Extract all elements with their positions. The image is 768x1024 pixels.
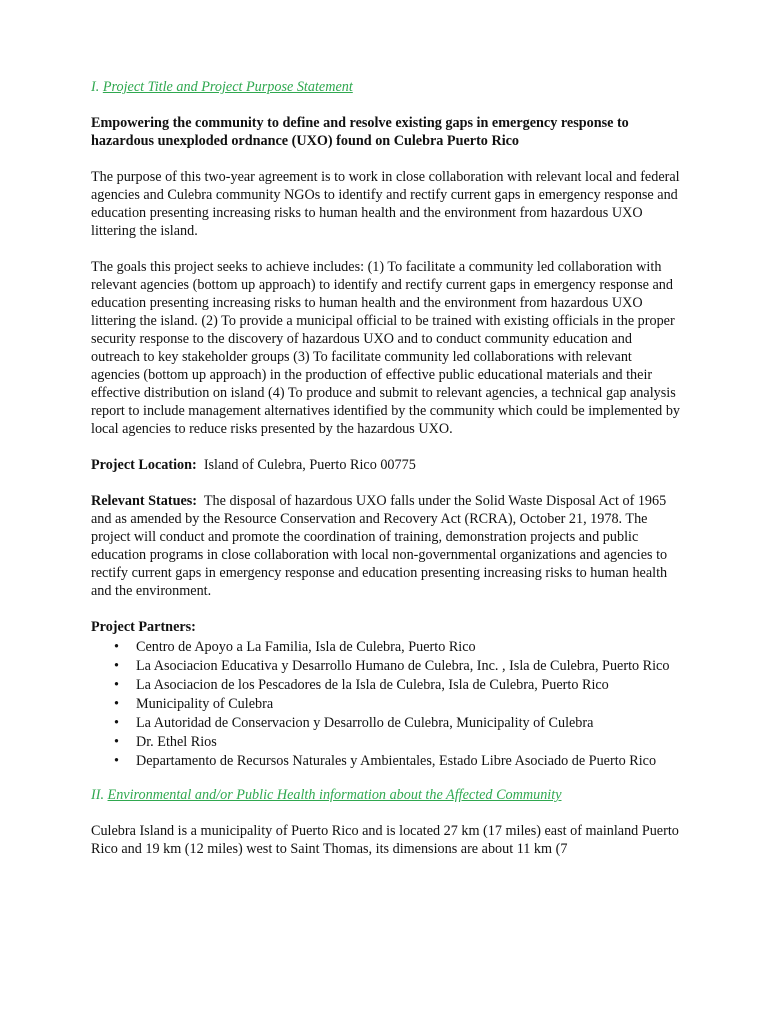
section-2-heading — [91, 786, 682, 804]
list-item: • La Asociacion Educativa y Desarrollo Humano de Culebra, Inc. , Isla de Culebra, Puerto Rico — [114, 658, 670, 674]
relevant-statutes — [91, 492, 682, 600]
list-item: • Dr. Ethel Rios — [114, 734, 217, 750]
project-location-label: Project Location: — [91, 457, 197, 473]
project-partners-list — [91, 638, 682, 770]
relevant-statutes-value: The disposal of hazardous UXO falls under the Solid Waste Disposal Act of 1965 and as amended by the Resource Conservation and Recovery Act (RCRA), October 21, 1978. The project will conduct and promote the coordination of training, demonstration projects and public education programs in close collaboration with local non-governmental organizations and agencies to rectify current gaps in emergency response and education presenting increasing risks to human health and the environment. — [91, 493, 668, 599]
list-item: • La Asociacion de los Pescadores de la Isla de Culebra, Isla de Culebra, Puerto Rico — [114, 677, 609, 693]
list-item: • La Autoridad de Conservacion y Desarrollo de Culebra, Municipality of Culebra — [114, 715, 594, 731]
bullet-icon: • — [114, 639, 119, 655]
purpose-paragraph: The purpose of this two-year agreement is to work in close collaboration with relevant local and federal agencies and Culebra community NGOs to identify and rectify current gaps in emergency response and education presenting increasing risks to human health and the environment from hazardous UXO littering the island. — [91, 169, 680, 239]
section-1-heading — [91, 78, 682, 96]
section-2-body: Culebra Island is a municipality of Puerto Rico and is located 27 km (17 miles) east of mainland Puerto Rico and 19 km (12 miles) west to Saint Thomas, its dimensions are about 11 km (7 — [91, 823, 679, 857]
section-1-number: I. — [91, 79, 100, 95]
goals-paragraph: The goals this project seeks to achieve includes: (1) To facilitate a community led collaboration with relevant agencies (bottom up approach) to identify and rectify current gaps in emergency response and education presenting increasing risks to human health and the environment from hazardous UXO littering the island. (2) To provide a municipal official to be trained with existing officials in the proper security response to the discovery of hazardous UXO and to conduct community education and outreach to key stakeholder groups (3) To facilitate community led collaborations with relevant agencies (bottom up approach) in the production of effective public educational materials and their effective distribution on island (4) To produce and submit to relevant agencies, a technical gap analysis report to include management alternatives identified by the community which could be implemented by local agencies to reduce risks presented by the hazardous UXO. — [91, 259, 681, 437]
section-2-number: II. — [91, 787, 104, 803]
bullet-icon: • — [114, 677, 119, 693]
bullet-icon: • — [114, 658, 119, 674]
section-2-heading-text: Environmental and/or Public Health information about the Affected Community — [107, 787, 562, 803]
project-title: Empowering the community to define and resolve existing gaps in emergency response to hazardous unexploded ordnance (UXO) found on Culebra Puerto Rico — [91, 115, 629, 149]
list-item: • Departamento de Recursos Naturales y Ambientales, Estado Libre Asociado de Puerto Rico — [114, 753, 657, 769]
list-item: • Municipality of Culebra — [114, 696, 274, 712]
section-1-heading-text: Project Title and Project Purpose Statement — [102, 79, 353, 95]
bullet-icon: • — [114, 696, 119, 712]
project-location-value: Island of Culebra, Puerto Rico 00775 — [203, 457, 416, 473]
bullet-icon: • — [114, 734, 119, 750]
list-item: • Centro de Apoyo a La Familia, Isla de Culebra, Puerto Rico — [114, 639, 476, 655]
relevant-statutes-label: Relevant Statues: — [91, 493, 197, 509]
project-partners-label: Project Partners: — [91, 619, 196, 635]
project-location — [91, 456, 682, 474]
bullet-icon: • — [114, 715, 119, 731]
bullet-icon: • — [114, 753, 119, 769]
